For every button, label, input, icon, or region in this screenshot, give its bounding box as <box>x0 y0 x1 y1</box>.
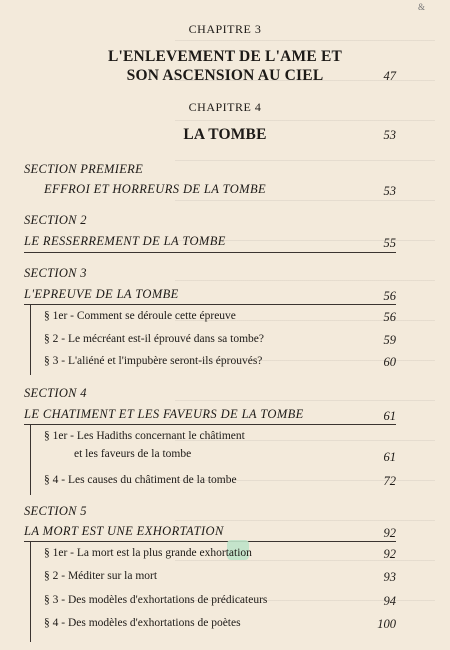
section-4-item-2-page: 72 <box>383 474 396 488</box>
section-5-item-4-page: 100 <box>377 617 396 631</box>
section-3-label: SECTION 3 <box>24 266 87 280</box>
section-4-bar <box>30 425 31 495</box>
section-1-label: SECTION PREMIERE <box>24 162 144 176</box>
section-3-title: L'EPREUVE DE LA TOMBE <box>24 287 179 301</box>
section-3-bar <box>30 305 31 375</box>
chapter-3-title-line1: L'ENLEVEMENT DE L'AME ET <box>107 48 343 65</box>
section-4-rule <box>24 424 396 425</box>
section-5-page: 92 <box>383 526 396 540</box>
section-2-label: SECTION 2 <box>24 213 87 227</box>
section-5-item-2: § 2 - Méditer sur la mort <box>44 570 158 582</box>
section-1-page: 53 <box>383 184 396 198</box>
section-3-item-3: § 3 - L'aliéné et l'impubère seront-ils éprouvés? <box>44 355 263 367</box>
section-5-item-3-page: 94 <box>383 594 396 608</box>
section-4-title: LE CHATIMENT ET LES FAVEURS DE LA TOMBE <box>24 407 304 421</box>
section-5-item-3: § 3 - Des modèles d'exhortations de prédicateurs <box>44 594 268 606</box>
section-5-rule <box>24 541 396 542</box>
chapter-4-label: CHAPITRE 4 <box>188 100 262 114</box>
chapter-3-page: 47 <box>383 69 396 83</box>
section-2-rule <box>24 252 396 253</box>
section-2-title: LE RESSERREMENT DE LA TOMBE <box>24 234 226 248</box>
corner-mark: & <box>418 2 426 12</box>
section-3-item-3-page: 60 <box>383 355 396 369</box>
section-3-item-2: § 2 - Le mécréant est-il éprouvé dans sa tombe? <box>44 333 265 345</box>
chapter-3-title-line2: SON ASCENSION AU CIEL <box>126 67 324 84</box>
section-3-item-1-page: 56 <box>383 310 396 324</box>
section-4-item-1-line2: et les faveurs de la tombe <box>74 448 192 460</box>
section-5-item-2-page: 93 <box>383 570 396 584</box>
section-4-item-2: § 4 - Les causes du châtiment de la tombe <box>44 474 237 486</box>
section-1-title: EFFROI ET HORREURS DE LA TOMBE <box>44 182 267 196</box>
section-5-item-1-page: 92 <box>383 547 396 561</box>
section-5-label: SECTION 5 <box>24 504 87 518</box>
chapter-4-page: 53 <box>383 128 396 142</box>
section-4-item-1-page: 61 <box>383 450 396 464</box>
section-5-item-4: § 4 - Des modèles d'exhortations de poètes <box>44 617 241 629</box>
section-4-label: SECTION 4 <box>24 386 87 400</box>
section-3-item-1: § 1er - Comment se déroule cette épreuve <box>44 310 236 322</box>
chapter-3-label: CHAPITRE 3 <box>188 22 262 36</box>
section-4-page: 61 <box>383 409 396 423</box>
section-4-item-1-line1: § 1er - Les Hadiths concernant le châtiment <box>44 430 245 442</box>
section-5-bar <box>30 542 31 642</box>
section-3-page: 56 <box>383 289 396 303</box>
section-3-rule <box>24 304 396 305</box>
section-5-item-1: § 1er - La mort est la plus grande exhortation <box>44 547 252 559</box>
section-5-title: LA MORT EST UNE EXHORTATION <box>24 524 224 538</box>
section-2-page: 55 <box>383 236 396 250</box>
section-3-item-2-page: 59 <box>383 333 396 347</box>
chapter-4-title: LA TOMBE <box>183 126 267 143</box>
